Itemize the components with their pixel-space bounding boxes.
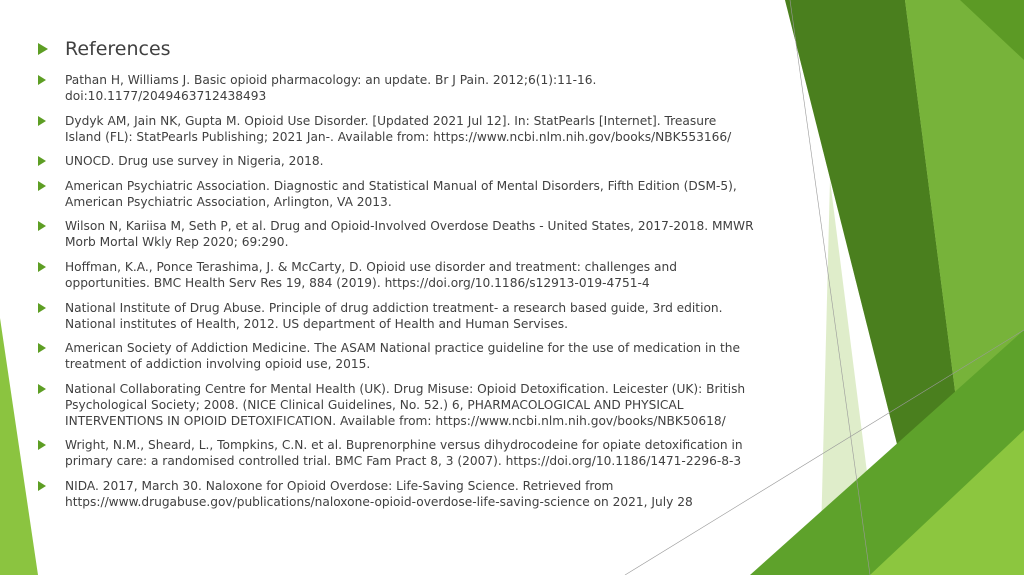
reference-item <box>38 437 758 469</box>
green-triangle-bullet-icon <box>38 481 46 491</box>
reference-item <box>38 259 758 291</box>
green-triangle-bullet-icon <box>38 303 46 313</box>
reference-text: Dydyk AM, Jain NK, Gupta M. Opioid Use Disorder. [Updated 2021 Jul 12]. In: StatPearls [Internet]. Treasure Island (FL): StatPearls Publishing; 2021 Jan-. Available from: https://www.ncbi.nlm.nih.gov/books/NBK553166/ <box>65 113 732 144</box>
green-triangle-bullet-icon <box>38 221 46 231</box>
reference-text: Wilson N, Kariisa M, Seth P, et al. Drug and Opioid-Involved Overdose Deaths - United States, 2017-2018. MMWR Morb Mortal Wkly Rep 2020; 69:290. <box>65 219 754 250</box>
green-triangle-bullet-icon <box>38 384 46 394</box>
green-triangle-bullet-icon <box>38 262 46 272</box>
reference-item <box>38 300 758 332</box>
references-heading: References <box>65 38 171 60</box>
heading-row <box>38 36 758 62</box>
reference-text: NIDA. 2017, March 30. Naloxone for Opioid Overdose: Life-Saving Science. Retrieved from https://www.drugabuse.gov/publications/naloxone-opioid-overdose-life-saving-science on 2021, July 28 <box>65 478 693 509</box>
green-triangle-bullet-icon <box>38 343 46 353</box>
left-green-wedge <box>0 318 38 575</box>
reference-item <box>38 72 758 104</box>
reference-item <box>38 178 758 210</box>
reference-item <box>38 381 758 429</box>
reference-text: Wright, N.M., Sheard, L., Tompkins, C.N. et al. Buprenorphine versus dihydrocodeine for opiate detoxification in primary care: a randomised controlled trial. BMC Fam Pract 8, 3 (2007). https://doi.org/10.1186/1471-2296-8-3 <box>65 438 743 469</box>
reference-list <box>38 72 758 510</box>
green-triangle-bullet-icon <box>38 75 46 85</box>
reference-text: UNOCD. Drug use survey in Nigeria, 2018. <box>65 154 324 169</box>
reference-item <box>38 113 758 145</box>
reference-item <box>38 340 758 372</box>
green-triangle-bullet-icon <box>38 43 48 55</box>
reference-text: American Society of Addiction Medicine. The ASAM National practice guideline for the use of medication in the treatment of addiction involving opioid use, 2015. <box>65 341 741 372</box>
reference-text: Pathan H, Williams J. Basic opioid pharmacology: an update. Br J Pain. 2012;6(1):11-16. doi:10.1177/2049463712438493 <box>65 73 597 103</box>
reference-text: National Institute of Drug Abuse. Principle of drug addiction treatment- a research based guide, 3rd edition. National institutes of Health, 2012. US department of Health and Human Servises. <box>65 300 723 331</box>
green-triangle-bullet-icon <box>38 181 46 191</box>
reference-text: National Collaborating Centre for Mental Health (UK). Drug Misuse: Opioid Detoxification. Leicester (UK): British Psychological Society; 2008. (NICE Clinical Guidelines, No. 52.) 6, PHARMACOLOGICAL AND PHYSICAL INTERVENTIONS IN OPIOID DETOXIFICATION. Available from: https://www.ncbi.nlm.nih.gov/books/NBK50618/ <box>65 381 746 428</box>
reference-text: Hoffman, K.A., Ponce Terashima, J. & McCarty, D. Opioid use disorder and treatment: challenges and opportunities. BMC Health Serv Res 19, 884 (2019). https://doi.org/10.1186/s12913-019-4751-4 <box>65 259 677 290</box>
reference-text: American Psychiatric Association. Diagnostic and Statistical Manual of Mental Disorders, Fifth Edition (DSM-5), American Psychiatric Association, Arlington, VA 2013. <box>65 178 737 209</box>
green-triangle-bullet-icon <box>38 440 46 450</box>
green-triangle-bullet-icon <box>38 156 46 166</box>
green-triangle-bullet-icon <box>38 116 46 126</box>
reference-item <box>38 153 758 169</box>
reference-item <box>38 478 758 510</box>
reference-item <box>38 218 758 250</box>
references-content <box>38 36 758 519</box>
